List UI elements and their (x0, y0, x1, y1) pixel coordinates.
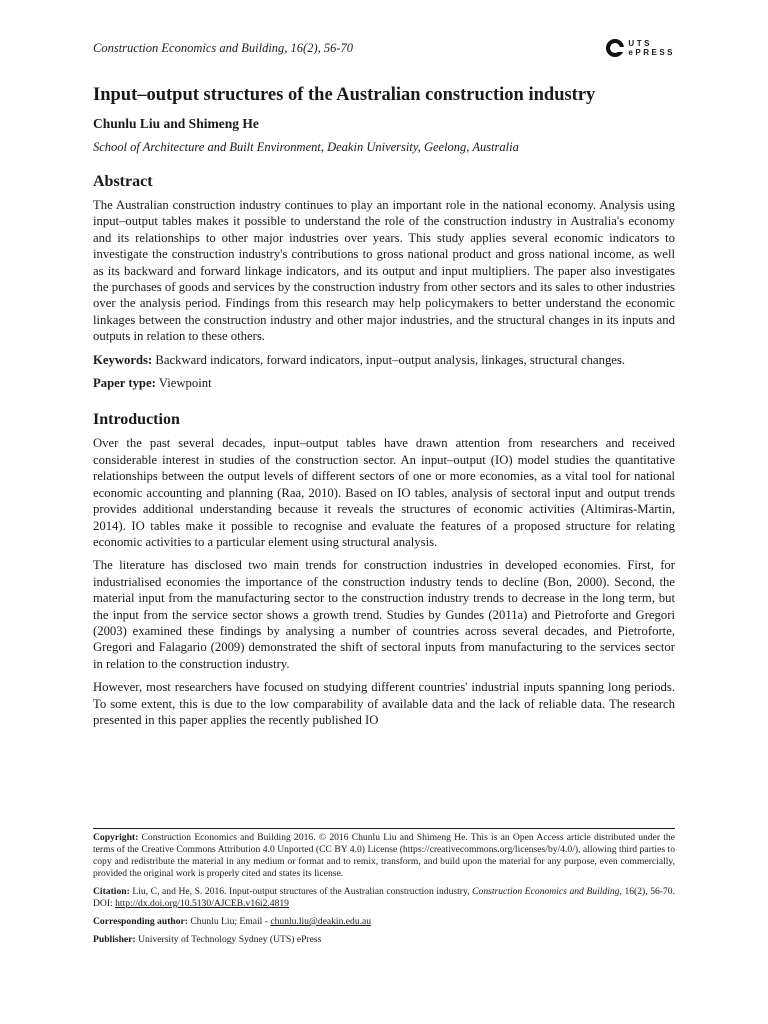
uts-epress-logo (606, 39, 675, 57)
page (93, 36, 675, 735)
logo-line-1: UTS (628, 39, 652, 48)
email-link[interactable]: chunlu.liu@deakin.edu.au (270, 916, 372, 927)
logo-line-2: ePRESS (628, 48, 675, 57)
article-title: Input–output structures of the Australian construction industry (93, 85, 596, 105)
paper-type (93, 375, 675, 391)
corresponding-label: Corresponding author: (93, 916, 188, 927)
paper-type-label: Paper type: (93, 376, 156, 391)
intro-paragraph: The literature has disclosed two main trends for construction industries in developed economies. First, for industrialised economies the importance of the construction industry tends to decline (Bon, 2000). Second, the material input from the manufacturing sector to the construction industry trends to decrease in the long term, but the input from the service sector shows a growth trend. Studies by Gundes (2011a) and Pietroforte and Gregori (2003) examined these findings by analysing a number of countries across several decades, and Pietroforte, Gregori and Falagario (2009) demonstrated the shift of sectoral inputs from manufacturing to the services sector in relation to the construction industry. (93, 558, 675, 671)
keywords-text: Backward indicators, forward indicators, input–output analysis, linkages, structural changes. (155, 352, 626, 367)
intro-paragraph: However, most researchers have focused on studying different countries' industrial inputs spanning long periods. To some extent, this is due to the low comparability of available data and the lack of reliable data. The research presented in this paper applies the recently published IO (93, 680, 675, 727)
footer-notes (93, 828, 675, 952)
citation-journal: Construction Economics and Building, (472, 886, 622, 897)
publisher-text: University of Technology Sydney (UTS) ePress (138, 934, 322, 945)
paper-type-value: Viewpoint (158, 376, 212, 391)
abstract-heading: Abstract (93, 173, 153, 190)
keywords-label: Keywords: (93, 352, 153, 367)
affiliation: School of Architecture and Built Environment, Deakin University, Geelong, Australia (93, 140, 519, 154)
citation-text: Liu, C, and He, S. 2016. Input-output structures of the Australian construction industry, (132, 886, 470, 897)
copyright-note (93, 832, 675, 880)
introduction-heading: Introduction (93, 411, 180, 429)
publisher-note (93, 934, 675, 946)
epress-logo-icon (606, 39, 624, 57)
doi-link[interactable]: http://dx.doi.org/10.5130/AJCEB.v16i2.4819 (115, 898, 289, 909)
copyright-label: Copyright: (93, 832, 139, 843)
citation-note (93, 886, 675, 910)
intro-paragraph: Over the past several decades, input–output tables have drawn attention from researchers and received considerable interest in studies of the construction sector. An input–output (IO) model studies the quantitative relationships between the output levels of different sectors of one or more economies, as a vital tool for national economic accounting and planning (Raa, 2010). Based on IO tables, analysis of sectoral input and output trends provides additional understanding because it reveals the structures of economic activities (Altimiras-Martin, 2014). IO tables make it possible to recognise and evaluate the features of a proposed structure for relating economic activities to a particular element using structural analysis. (93, 436, 675, 549)
copyright-text: Construction Economics and Building 2016. © 2016 Chunlu Liu and Shimeng He. This is an Open Access article distributed under the terms of the Creative Commons Attribution 4.0 Unported (CC BY 4.0) License (https://creativecommons.org/licenses/by/4.0/), allowing third parties to copy and redistribute the material in any medium or format and to remix, transform, and build upon the material for any purpose, even commercially, provided the original work is properly cited and states its license. (93, 832, 675, 879)
citation-label: Citation: (93, 886, 130, 897)
citation-volume: 16(2), 56-70. DOI: (93, 886, 675, 909)
journal-citation: Construction Economics and Building, 16(2), 56-70 (93, 40, 354, 55)
corresponding-author-note (93, 916, 675, 928)
corresponding-text: Chunlu Liu; Email - (190, 916, 268, 927)
authors: Chunlu Liu and Shimeng He (93, 116, 259, 131)
keywords (93, 352, 675, 368)
page-header (93, 36, 675, 60)
abstract-text: The Australian construction industry continues to play an important role in the national economy. Analysis using input–output tables makes it possible to understand the role of the construction industry in Australia's economy and its relationships to other major industries over years. This study applies several economic indicators to investigate the construction industry's contributions to gross national product and gross national income, as well as its backward and forward linkage indicators, and its output and input multipliers. The paper also investigates the purchases of goods and services by the construction industry from other sectors and its sales to other industries over the analysis period. Findings from this research may help policymakers to better understand the economic linkages between the construction industry and other major industries, and the structural changes in its inputs and outputs in relation to these others. (93, 198, 675, 344)
publisher-label: Publisher: (93, 934, 136, 945)
